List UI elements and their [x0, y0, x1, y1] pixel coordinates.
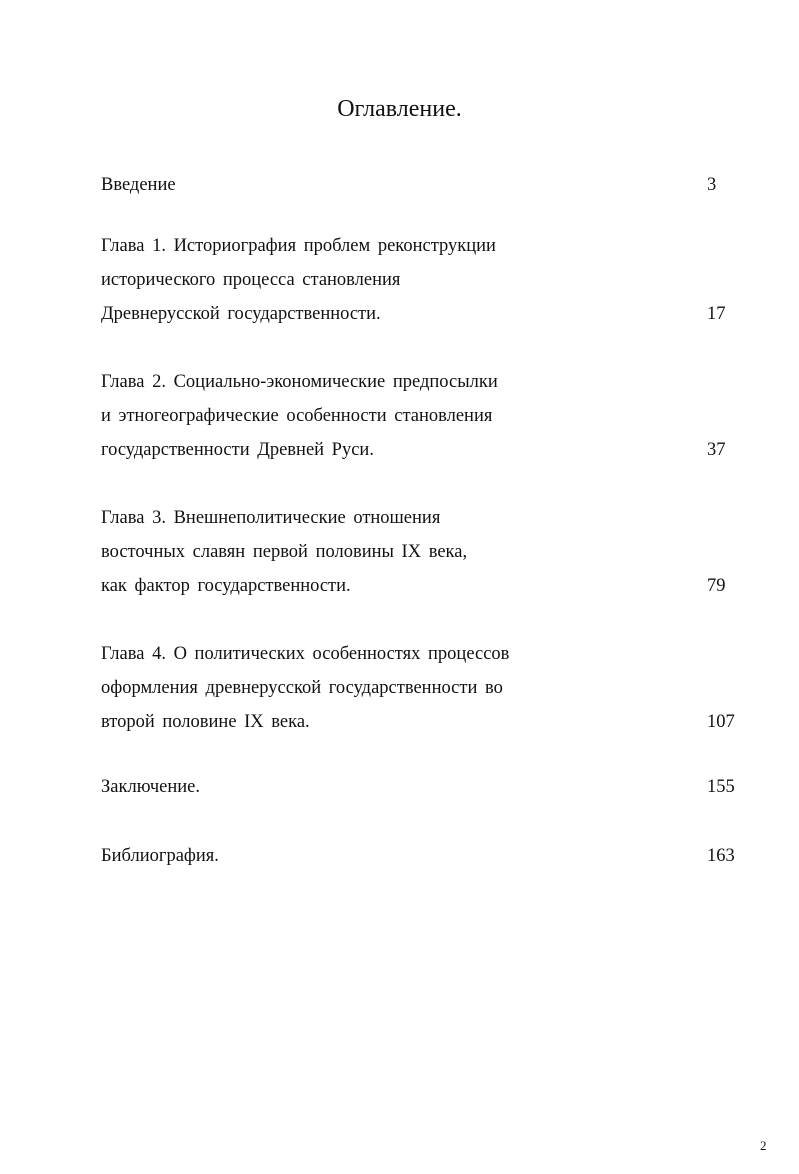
toc-entry-line: исторического процесса становления [101, 270, 401, 290]
toc-entry-line: Заключение. [101, 777, 200, 797]
toc-entry-page: 37 [707, 440, 726, 460]
toc-entry-line: Глава 4. О политических особенностях процессов [101, 644, 510, 664]
toc-entry-line: как фактор государственности. [101, 576, 351, 596]
toc-entry-line: восточных славян первой половины IX века, [101, 542, 468, 562]
toc-entry-line: второй половине IX века. [101, 712, 310, 732]
toc-entry-page: 107 [707, 712, 735, 732]
toc-entry-line: Глава 2. Социально-экономические предпосылки [101, 372, 498, 392]
toc-entry-page: 17 [707, 304, 726, 324]
toc-entry-page: 3 [707, 175, 717, 195]
toc-entry-line: государственности Древней Руси. [101, 440, 374, 460]
toc-entry-line: Библиография. [101, 846, 219, 866]
toc-entry-line: Глава 3. Внешнеполитические отношения [101, 508, 441, 528]
toc-entry-page: 155 [707, 777, 735, 797]
toc-entry-line: Введение [101, 175, 176, 195]
toc-entry-line: и этногеографические особенности становления [101, 406, 493, 426]
toc-title: Оглавление. [337, 96, 462, 122]
toc-entry-line: оформления древнерусской государственности во [101, 678, 503, 698]
toc-entry-page: 79 [707, 576, 726, 596]
toc-entry-page: 163 [707, 846, 735, 866]
toc-entry-line: Глава 1. Историография проблем реконструкции [101, 236, 496, 256]
page-number: 2 [760, 1138, 767, 1153]
toc-entry-line: Древнерусской государственности. [101, 304, 381, 324]
